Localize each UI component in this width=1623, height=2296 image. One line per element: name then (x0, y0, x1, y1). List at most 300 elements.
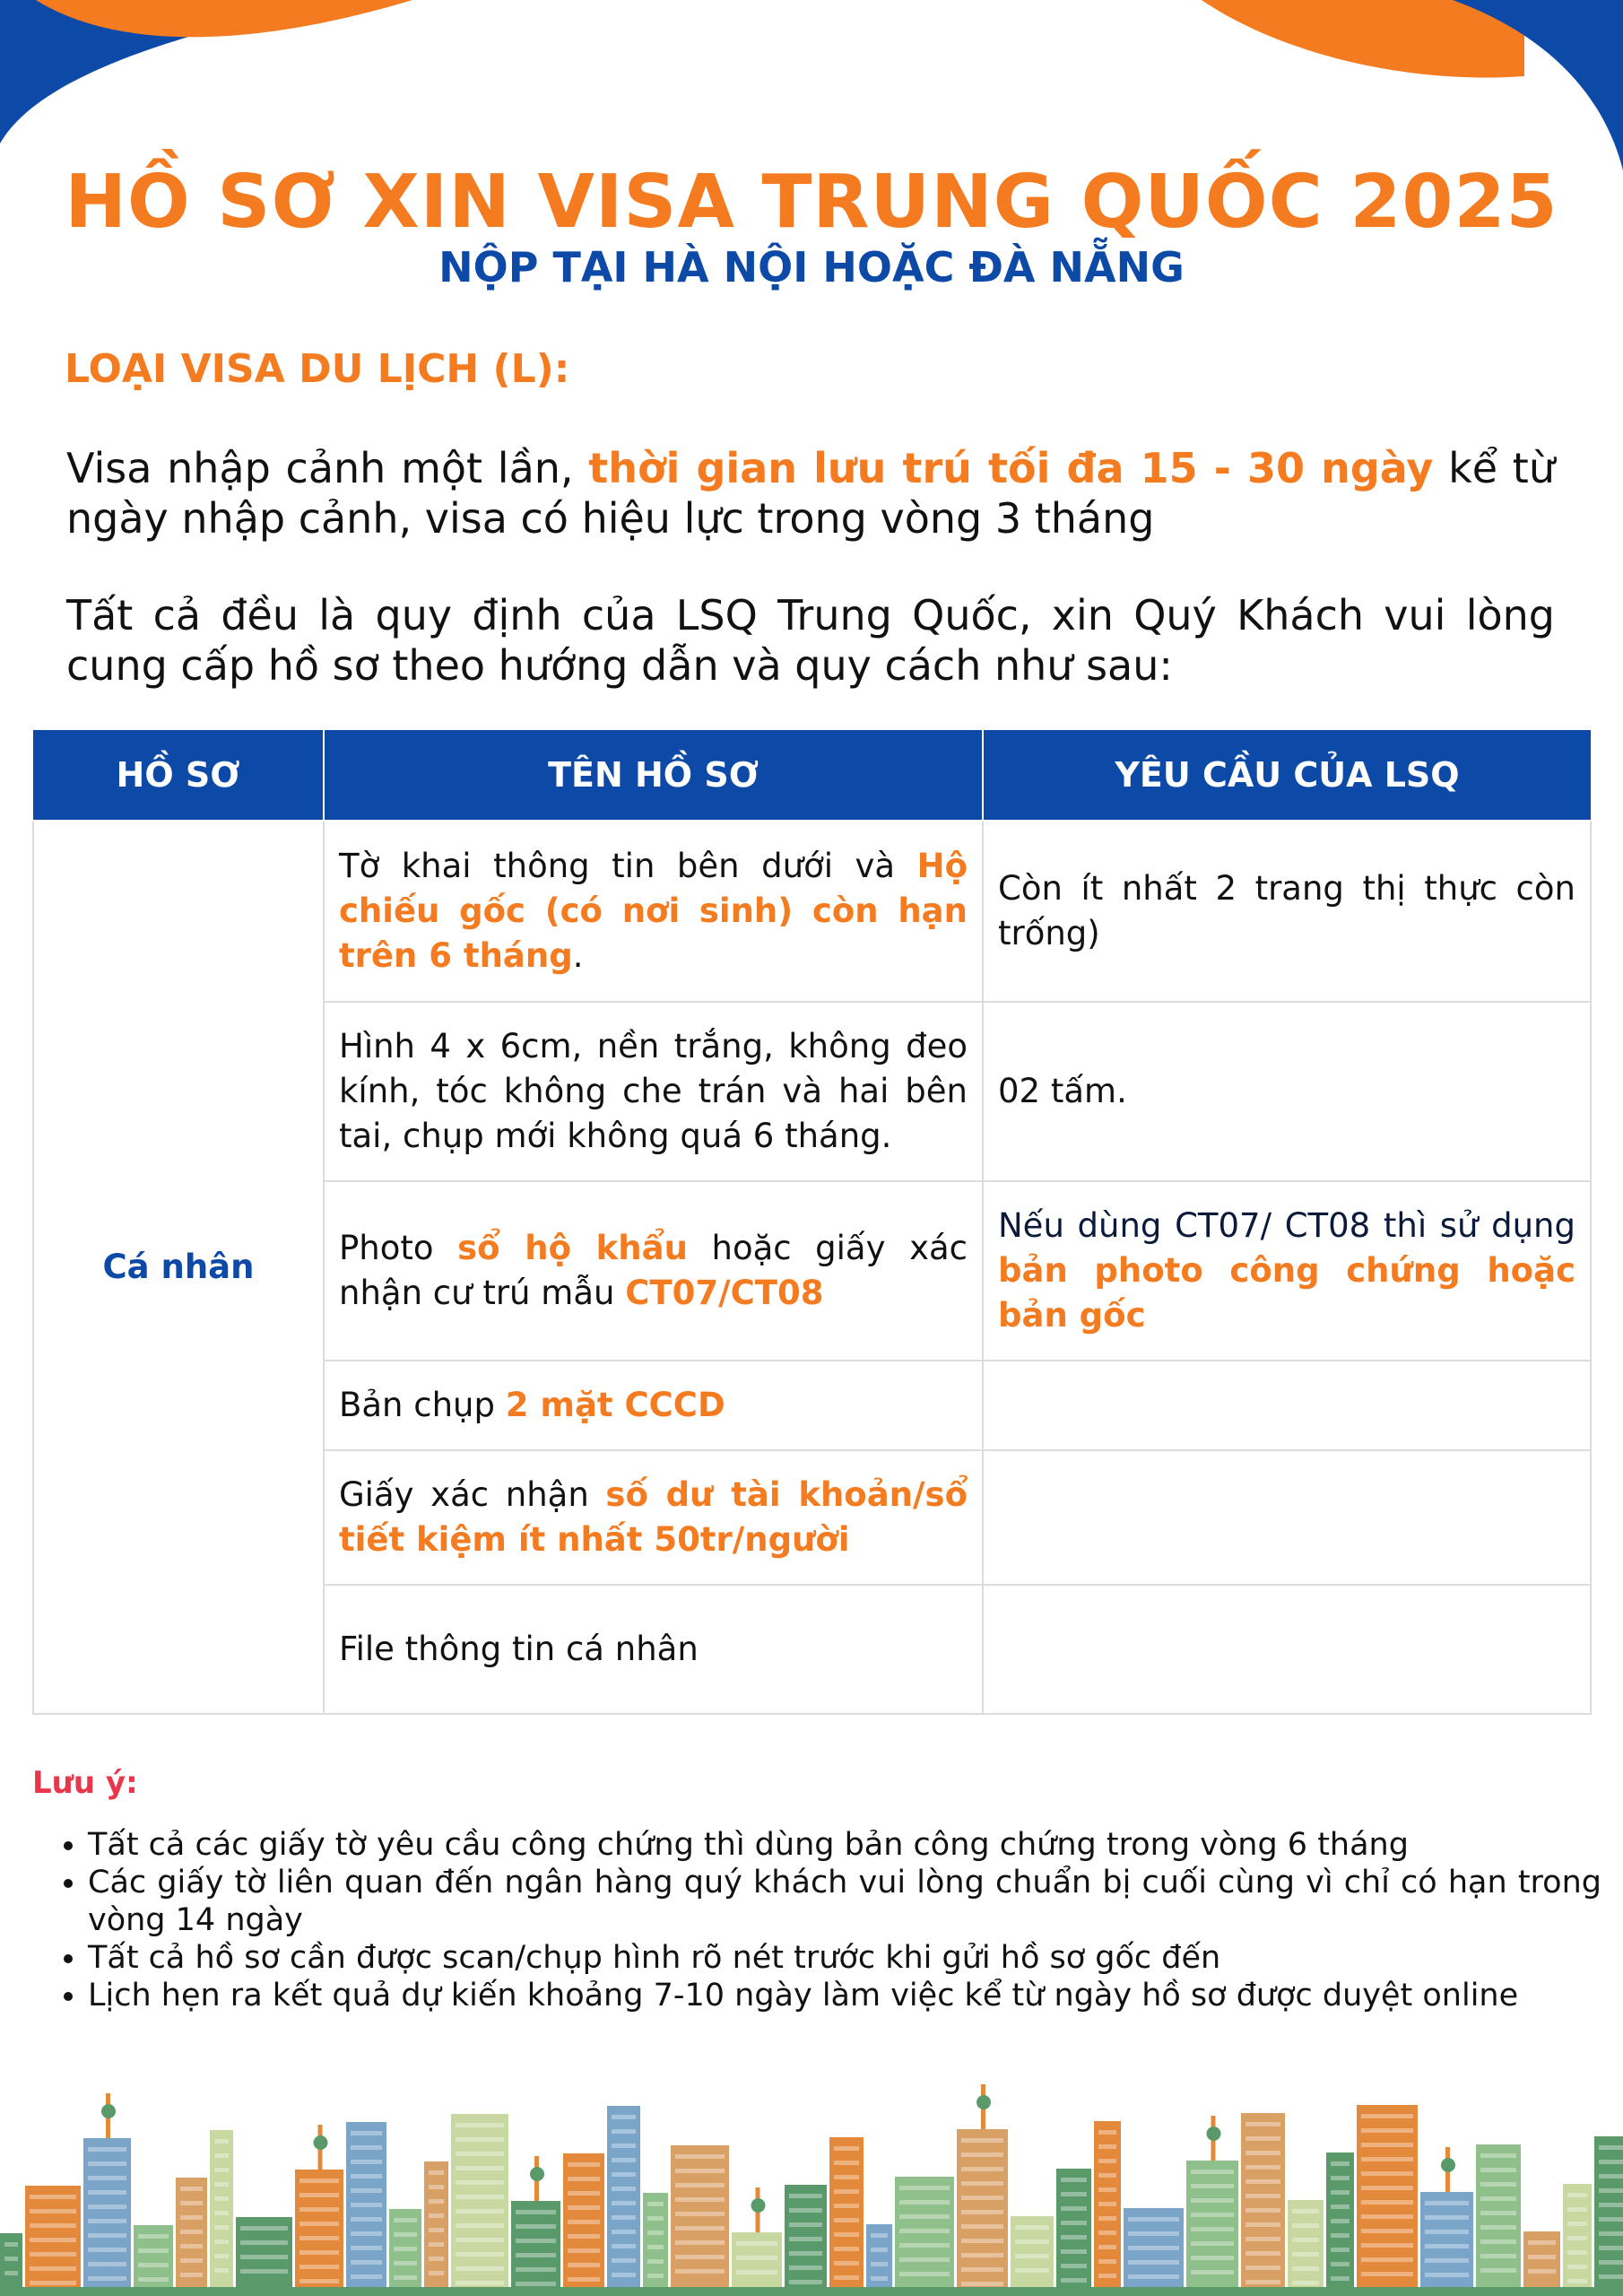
doc-name-highlight-2: CT07/CT08 (625, 1274, 824, 1312)
skyline-window (899, 2200, 950, 2205)
skyline-window (568, 2248, 600, 2253)
intro-paragraph-1 (66, 443, 1555, 544)
skyline-window (180, 2230, 203, 2234)
skyline-window (456, 2281, 504, 2285)
skyline-window (1015, 2254, 1049, 2258)
skyline-window (516, 2239, 556, 2243)
skyline-window (1098, 2259, 1116, 2264)
skyline-window (961, 2138, 1003, 2143)
skyline-building (785, 2185, 827, 2287)
skyline-window (1191, 2213, 1234, 2217)
skyline-window (456, 2209, 504, 2213)
skyline-window (1567, 2222, 1587, 2226)
skyline-window (1098, 2274, 1116, 2278)
skyline-window (1098, 2173, 1116, 2178)
doc-name-text: Bản chụp (339, 1386, 506, 1424)
skyline-window (1480, 2239, 1516, 2244)
skyline-window (1599, 2188, 1623, 2193)
skyline-window (834, 2247, 859, 2251)
skyline-window (1361, 2114, 1413, 2118)
skyline-window (1061, 2249, 1087, 2254)
skyline-window (240, 2226, 288, 2231)
skyline-window (1292, 2266, 1319, 2271)
skyline-window (456, 2223, 504, 2228)
skyline-window (429, 2213, 444, 2218)
skyline-building (643, 2193, 668, 2287)
skyline-window (1061, 2206, 1087, 2211)
skyline-window (456, 2266, 504, 2271)
skyline-window (1331, 2262, 1350, 2266)
skyline-window (1361, 2214, 1413, 2219)
skyline-window (1098, 2231, 1116, 2235)
list-item: • Tất cả hồ sơ cần được scan/chụp hình rõ nét trước khi gửi hồ sơ gốc đến (88, 1939, 1601, 1977)
skyline-window (647, 2202, 664, 2206)
skyline-group (0, 2084, 1623, 2287)
skyline-window (789, 2222, 822, 2227)
skyline-window (88, 2233, 126, 2238)
skyline-window (351, 2160, 382, 2164)
skyline-window (351, 2174, 382, 2179)
skyline-window (299, 2193, 339, 2197)
skyline-window (961, 2224, 1003, 2229)
skyline-window (394, 2218, 417, 2222)
skyline-window (612, 2172, 636, 2177)
skyline-window (675, 2240, 725, 2245)
skyline-window (180, 2187, 203, 2191)
requirement-cell (983, 821, 1591, 1002)
skyline-window (1191, 2170, 1234, 2174)
skyline-window (1599, 2274, 1623, 2279)
notes-list (47, 1826, 1601, 2014)
skyline-window (1361, 2186, 1413, 2190)
skyline-window (456, 2123, 504, 2127)
skyline-window (180, 2273, 203, 2277)
intro-text-part-2: kể từ ngày nhập cảnh, visa có hiệu lực trong vòng 3 tháng (66, 444, 1555, 543)
category-cell: Cá nhân (33, 821, 324, 1714)
skyline-window (1098, 2245, 1116, 2249)
skyline-window (456, 2137, 504, 2142)
skyline-window (1098, 2130, 1116, 2135)
skyline-window (789, 2266, 822, 2270)
skyline-window (516, 2210, 556, 2214)
skyline-window (1331, 2161, 1350, 2166)
doc-name-cell (324, 1450, 983, 1585)
header-yeu-cau: YÊU CẦU CỦA LSQ (983, 730, 1591, 821)
skyline-window (351, 2131, 382, 2135)
skyline-window (394, 2261, 417, 2266)
doc-name-cell (324, 821, 983, 1002)
skyline-window (1292, 2281, 1319, 2285)
skyline-window (1425, 2230, 1469, 2234)
skyline-window (1480, 2168, 1516, 2172)
skyline-window (429, 2242, 444, 2247)
skyline-window (214, 2268, 229, 2273)
skyline-window (1245, 2266, 1280, 2270)
doc-name-cell (324, 1002, 983, 1181)
skyline-window (88, 2147, 126, 2152)
city-skyline-illustration (0, 2063, 1623, 2296)
skyline-window (647, 2245, 664, 2249)
skyline-window (1567, 2265, 1587, 2269)
skyline-window (675, 2212, 725, 2216)
skyline-window (30, 2281, 76, 2285)
requirement-text: Còn ít nhất 2 trang thị thực còn trống) (998, 869, 1575, 952)
skyline-window (516, 2282, 556, 2286)
skyline-window (1480, 2153, 1516, 2158)
skyline-window (1245, 2222, 1280, 2227)
skyline-window (214, 2254, 229, 2258)
skyline-window (834, 2161, 859, 2165)
skyline-window (88, 2161, 126, 2166)
skyline-window (1331, 2233, 1350, 2238)
skyline-window (1567, 2236, 1587, 2240)
skyline-window (675, 2255, 725, 2259)
skyline-window (1599, 2203, 1623, 2207)
skyline-window (1191, 2241, 1234, 2246)
skyline-window (1599, 2231, 1623, 2236)
skyline-window (4, 2242, 18, 2247)
skyline-window (899, 2243, 950, 2248)
skyline-window (30, 2209, 76, 2213)
skyline-window (834, 2175, 859, 2179)
skyline-window (789, 2237, 822, 2241)
skyline-window (871, 2276, 888, 2281)
skyline-window (1528, 2240, 1556, 2245)
skyline-window (4, 2257, 18, 2261)
skyline-window (1191, 2227, 1234, 2231)
skyline-window (1331, 2176, 1350, 2180)
skyline-window (299, 2279, 339, 2283)
right-corner-orange-shape (1202, 0, 1524, 78)
skyline-window (138, 2277, 169, 2282)
skyline-window (299, 2265, 339, 2269)
skyline-window (736, 2270, 777, 2274)
skyline-window (88, 2176, 126, 2180)
skyline-window (961, 2196, 1003, 2200)
skyline-window (871, 2248, 888, 2252)
skyline-window (214, 2182, 229, 2187)
skyline-window (647, 2216, 664, 2221)
skyline-window (214, 2225, 229, 2230)
skyline-window (612, 2115, 636, 2119)
skyline-window (736, 2256, 777, 2260)
skyline-window (138, 2248, 169, 2253)
skyline-tower-sphere (1441, 2158, 1455, 2172)
skyline-window (240, 2269, 288, 2274)
skyline-window (456, 2252, 504, 2257)
skyline-window (568, 2263, 600, 2267)
skyline-window (1245, 2122, 1280, 2126)
requirement-text: 02 tấm. (998, 1072, 1127, 1110)
skyline-window (834, 2232, 859, 2237)
skyline-window (88, 2205, 126, 2209)
skyline-window (1245, 2280, 1280, 2284)
skyline-window (1292, 2223, 1319, 2228)
skyline-window (1567, 2250, 1587, 2255)
skyline-window (214, 2196, 229, 2201)
skyline-window (1128, 2274, 1179, 2279)
skyline-window (1425, 2244, 1469, 2248)
skyline-window (429, 2185, 444, 2189)
skyline-window (240, 2255, 288, 2259)
skyline-window (1528, 2269, 1556, 2274)
skyline-window (789, 2194, 822, 2198)
skyline-window (899, 2186, 950, 2190)
skyline-window (299, 2250, 339, 2255)
intro-highlight-stay-duration: thời gian lưu trú tối đa 15 - 30 ngày (588, 444, 1434, 492)
skyline-window (675, 2226, 725, 2231)
skyline-window (1599, 2217, 1623, 2222)
skyline-window (789, 2251, 822, 2256)
skyline-window (568, 2162, 600, 2167)
skyline-window (675, 2197, 725, 2202)
skyline-window (1361, 2272, 1413, 2276)
skyline-window (612, 2201, 636, 2205)
skyline-window (1128, 2231, 1179, 2236)
skyline-window (351, 2231, 382, 2236)
table-header-row (33, 730, 1591, 821)
skyline-window (1361, 2200, 1413, 2205)
skyline-window (647, 2259, 664, 2264)
page-subtitle: NỘP TẠI HÀ NỘI HOẶC ĐÀ NẴNG (438, 243, 1185, 291)
skyline-window (214, 2139, 229, 2144)
skyline-window (1292, 2252, 1319, 2257)
skyline-window (961, 2267, 1003, 2272)
skyline-window (1292, 2209, 1319, 2213)
skyline-window (351, 2274, 382, 2279)
skyline-window (736, 2241, 777, 2246)
skyline-building (25, 2186, 81, 2287)
skyline-window (1425, 2201, 1469, 2205)
skyline-window (834, 2261, 859, 2266)
documents-table (32, 730, 1592, 1715)
skyline-building (295, 2170, 343, 2287)
list-item: • Lịch hẹn ra kết quả dự kiến khoảng 7-10 ngày làm việc kể từ ngày hồ sơ được duyệt online (88, 1977, 1601, 2014)
skyline-window (1098, 2216, 1116, 2221)
skyline-window (612, 2215, 636, 2220)
skyline-window (351, 2203, 382, 2207)
notes-title: Lưu ý: (32, 1765, 138, 1801)
skyline-window (961, 2253, 1003, 2257)
skyline-window (429, 2199, 444, 2204)
skyline-window (1480, 2196, 1516, 2201)
skyline-tower-sphere (751, 2198, 766, 2213)
doc-name-text: Photo (339, 1229, 458, 1267)
skyline-window (88, 2190, 126, 2195)
skyline-window (612, 2158, 636, 2162)
skyline-window (299, 2222, 339, 2226)
skyline-window (647, 2231, 664, 2235)
skyline-window (1599, 2246, 1623, 2250)
skyline-window (429, 2170, 444, 2175)
requirement-cell (983, 1450, 1591, 1585)
requirement-highlight: bản photo công chứng hoặc bản gốc (998, 1251, 1575, 1335)
doc-name-text-end: . (572, 936, 584, 975)
skyline-window (568, 2191, 600, 2196)
skyline-window (1599, 2160, 1623, 2164)
skyline-window (961, 2210, 1003, 2214)
skyline-window (4, 2271, 18, 2275)
skyline-tower-sphere (1207, 2126, 1221, 2141)
doc-name-text-mid: hoặc giấy xác nhận cư trú mẫu (339, 1229, 968, 1312)
skyline-window (1361, 2157, 1413, 2161)
skyline-window (516, 2253, 556, 2257)
skyline-window (1361, 2243, 1413, 2248)
skyline-window (1567, 2207, 1587, 2212)
skyline-window (1480, 2182, 1516, 2187)
skyline-window (1061, 2235, 1087, 2239)
skyline-window (612, 2129, 636, 2134)
skyline-window (1245, 2237, 1280, 2241)
table-row (33, 821, 1591, 1002)
skyline-window (138, 2234, 169, 2239)
doc-name-highlight: sổ hộ khẩu (457, 1229, 688, 1267)
skyline-window (675, 2154, 725, 2159)
doc-name-cell (324, 1585, 983, 1714)
skyline-window (88, 2276, 126, 2281)
requirement-cell (983, 1002, 1591, 1181)
skyline-window (834, 2204, 859, 2208)
skyline-window (456, 2238, 504, 2242)
skyline-window (1331, 2276, 1350, 2281)
skyline-window (1480, 2211, 1516, 2215)
skyline-window (1567, 2193, 1587, 2197)
skyline-window (88, 2248, 126, 2252)
skyline-window (568, 2234, 600, 2239)
requirement-cell (983, 1181, 1591, 1361)
requirement-cell (983, 1361, 1591, 1450)
skyline-window (1567, 2279, 1587, 2283)
skyline-window (180, 2244, 203, 2248)
skyline-window (1191, 2256, 1234, 2260)
skyline-window (1061, 2178, 1087, 2182)
skyline-window (394, 2232, 417, 2237)
skyline-tower-sphere (314, 2135, 328, 2150)
list-item: • Các giấy tờ liên quan đến ngân hàng quý khách vui lòng chuẩn bị cuối cùng vì chỉ có hạn trong vòng 14 ngày (88, 1864, 1601, 1939)
skyline-tower-sphere (101, 2104, 116, 2118)
skyline-window (1425, 2273, 1469, 2277)
intro-paragraph-2: Tất cả đều là quy định của LSQ Trung Quốc, xin Quý Khách vui lòng cung cấp hồ sơ theo hướng dẫn và quy cách như sau: (66, 591, 1555, 690)
skyline-window (1191, 2270, 1234, 2274)
skyline-window (1245, 2194, 1280, 2198)
skyline-window (1361, 2128, 1413, 2133)
skyline-window (871, 2262, 888, 2266)
skyline-window (351, 2145, 382, 2150)
skyline-window (456, 2195, 504, 2199)
skyline-window (899, 2229, 950, 2233)
skyline-window (1191, 2198, 1234, 2203)
skyline-window (1480, 2268, 1516, 2273)
skyline-window (88, 2219, 126, 2223)
skyline-window (351, 2217, 382, 2222)
skyline-building (424, 2161, 448, 2287)
skyline-window (961, 2167, 1003, 2171)
doc-name-highlight: 2 mặt CCCD (505, 1386, 725, 1424)
skyline-window (612, 2187, 636, 2191)
skyline-ground (0, 2287, 1623, 2296)
skyline-window (30, 2238, 76, 2242)
skyline-window (1245, 2251, 1280, 2256)
doc-name-text: Hình 4 x 6cm, nền trắng, không đeo kính, tóc không che trán và hai bên tai, chụp mới không quá 6 tháng. (339, 1027, 968, 1155)
skyline-window (1245, 2179, 1280, 2184)
skyline-window (1425, 2258, 1469, 2263)
skyline-window (429, 2271, 444, 2275)
skyline-window (1425, 2215, 1469, 2220)
skyline-window (516, 2224, 556, 2229)
requirement-cell (983, 1585, 1591, 1714)
skyline-window (1361, 2257, 1413, 2262)
skyline-window (394, 2247, 417, 2251)
doc-name-highlight: số dư tài khoản/sổ tiết kiệm ít nhất 50tr/người (339, 1475, 968, 1559)
skyline-window (1128, 2217, 1179, 2222)
skyline-window (429, 2228, 444, 2232)
skyline-window (299, 2179, 339, 2183)
header-ten-ho-so: TÊN HỒ SƠ (324, 730, 983, 821)
skyline-window (1128, 2260, 1179, 2265)
skyline-window (834, 2275, 859, 2280)
skyline-window (789, 2280, 822, 2284)
skyline-window (675, 2183, 725, 2187)
skyline-window (1245, 2136, 1280, 2141)
skyline-window (899, 2214, 950, 2219)
skyline-window (299, 2236, 339, 2240)
skyline-window (1245, 2208, 1280, 2213)
skyline-window (834, 2218, 859, 2222)
skyline-window (1191, 2184, 1234, 2188)
skyline-window (834, 2189, 859, 2194)
skyline-window (214, 2168, 229, 2172)
skyline-window (240, 2240, 288, 2245)
skyline-window (612, 2230, 636, 2234)
skyline-window (299, 2207, 339, 2212)
skyline-window (1061, 2221, 1087, 2225)
skyline-window (1331, 2190, 1350, 2195)
skyline-window (675, 2169, 725, 2173)
skyline-window (351, 2246, 382, 2250)
skyline-window (180, 2258, 203, 2263)
skyline-window (961, 2181, 1003, 2186)
skyline-window (961, 2152, 1003, 2157)
skyline-window (351, 2188, 382, 2193)
skyline-window (1528, 2255, 1556, 2259)
skyline-window (1599, 2174, 1623, 2179)
list-item: • Tất cả các giấy tờ yêu cầu công chứng thì dùng bản công chứng trong vòng 6 tháng (88, 1826, 1601, 1864)
skyline-window (612, 2273, 636, 2277)
skyline-window (1015, 2268, 1049, 2273)
skyline-window (180, 2201, 203, 2205)
doc-name-cell (324, 1181, 983, 1361)
skyline-window (30, 2195, 76, 2199)
skyline-window (214, 2153, 229, 2158)
doc-name-text: File thông tin cá nhân (339, 1630, 699, 1668)
skyline-window (568, 2177, 600, 2181)
skyline-window (456, 2166, 504, 2170)
skyline-window (1128, 2246, 1179, 2250)
skyline-building (1563, 2184, 1592, 2287)
skyline-window (1331, 2219, 1350, 2223)
skyline-window (1098, 2187, 1116, 2192)
page-title: HỒ SƠ XIN VISA TRUNG QUỐC 2025 (65, 160, 1558, 245)
skyline-window (1245, 2151, 1280, 2155)
skyline-tower-sphere (976, 2095, 991, 2109)
skyline-window (612, 2144, 636, 2148)
skyline-window (1331, 2205, 1350, 2209)
skyline-window (1098, 2159, 1116, 2163)
requirement-text: Nếu dùng CT07/ CT08 thì sử dụng (998, 1206, 1575, 1245)
skyline-window (180, 2215, 203, 2220)
skyline-building (1476, 2144, 1521, 2287)
skyline-window (1292, 2238, 1319, 2242)
